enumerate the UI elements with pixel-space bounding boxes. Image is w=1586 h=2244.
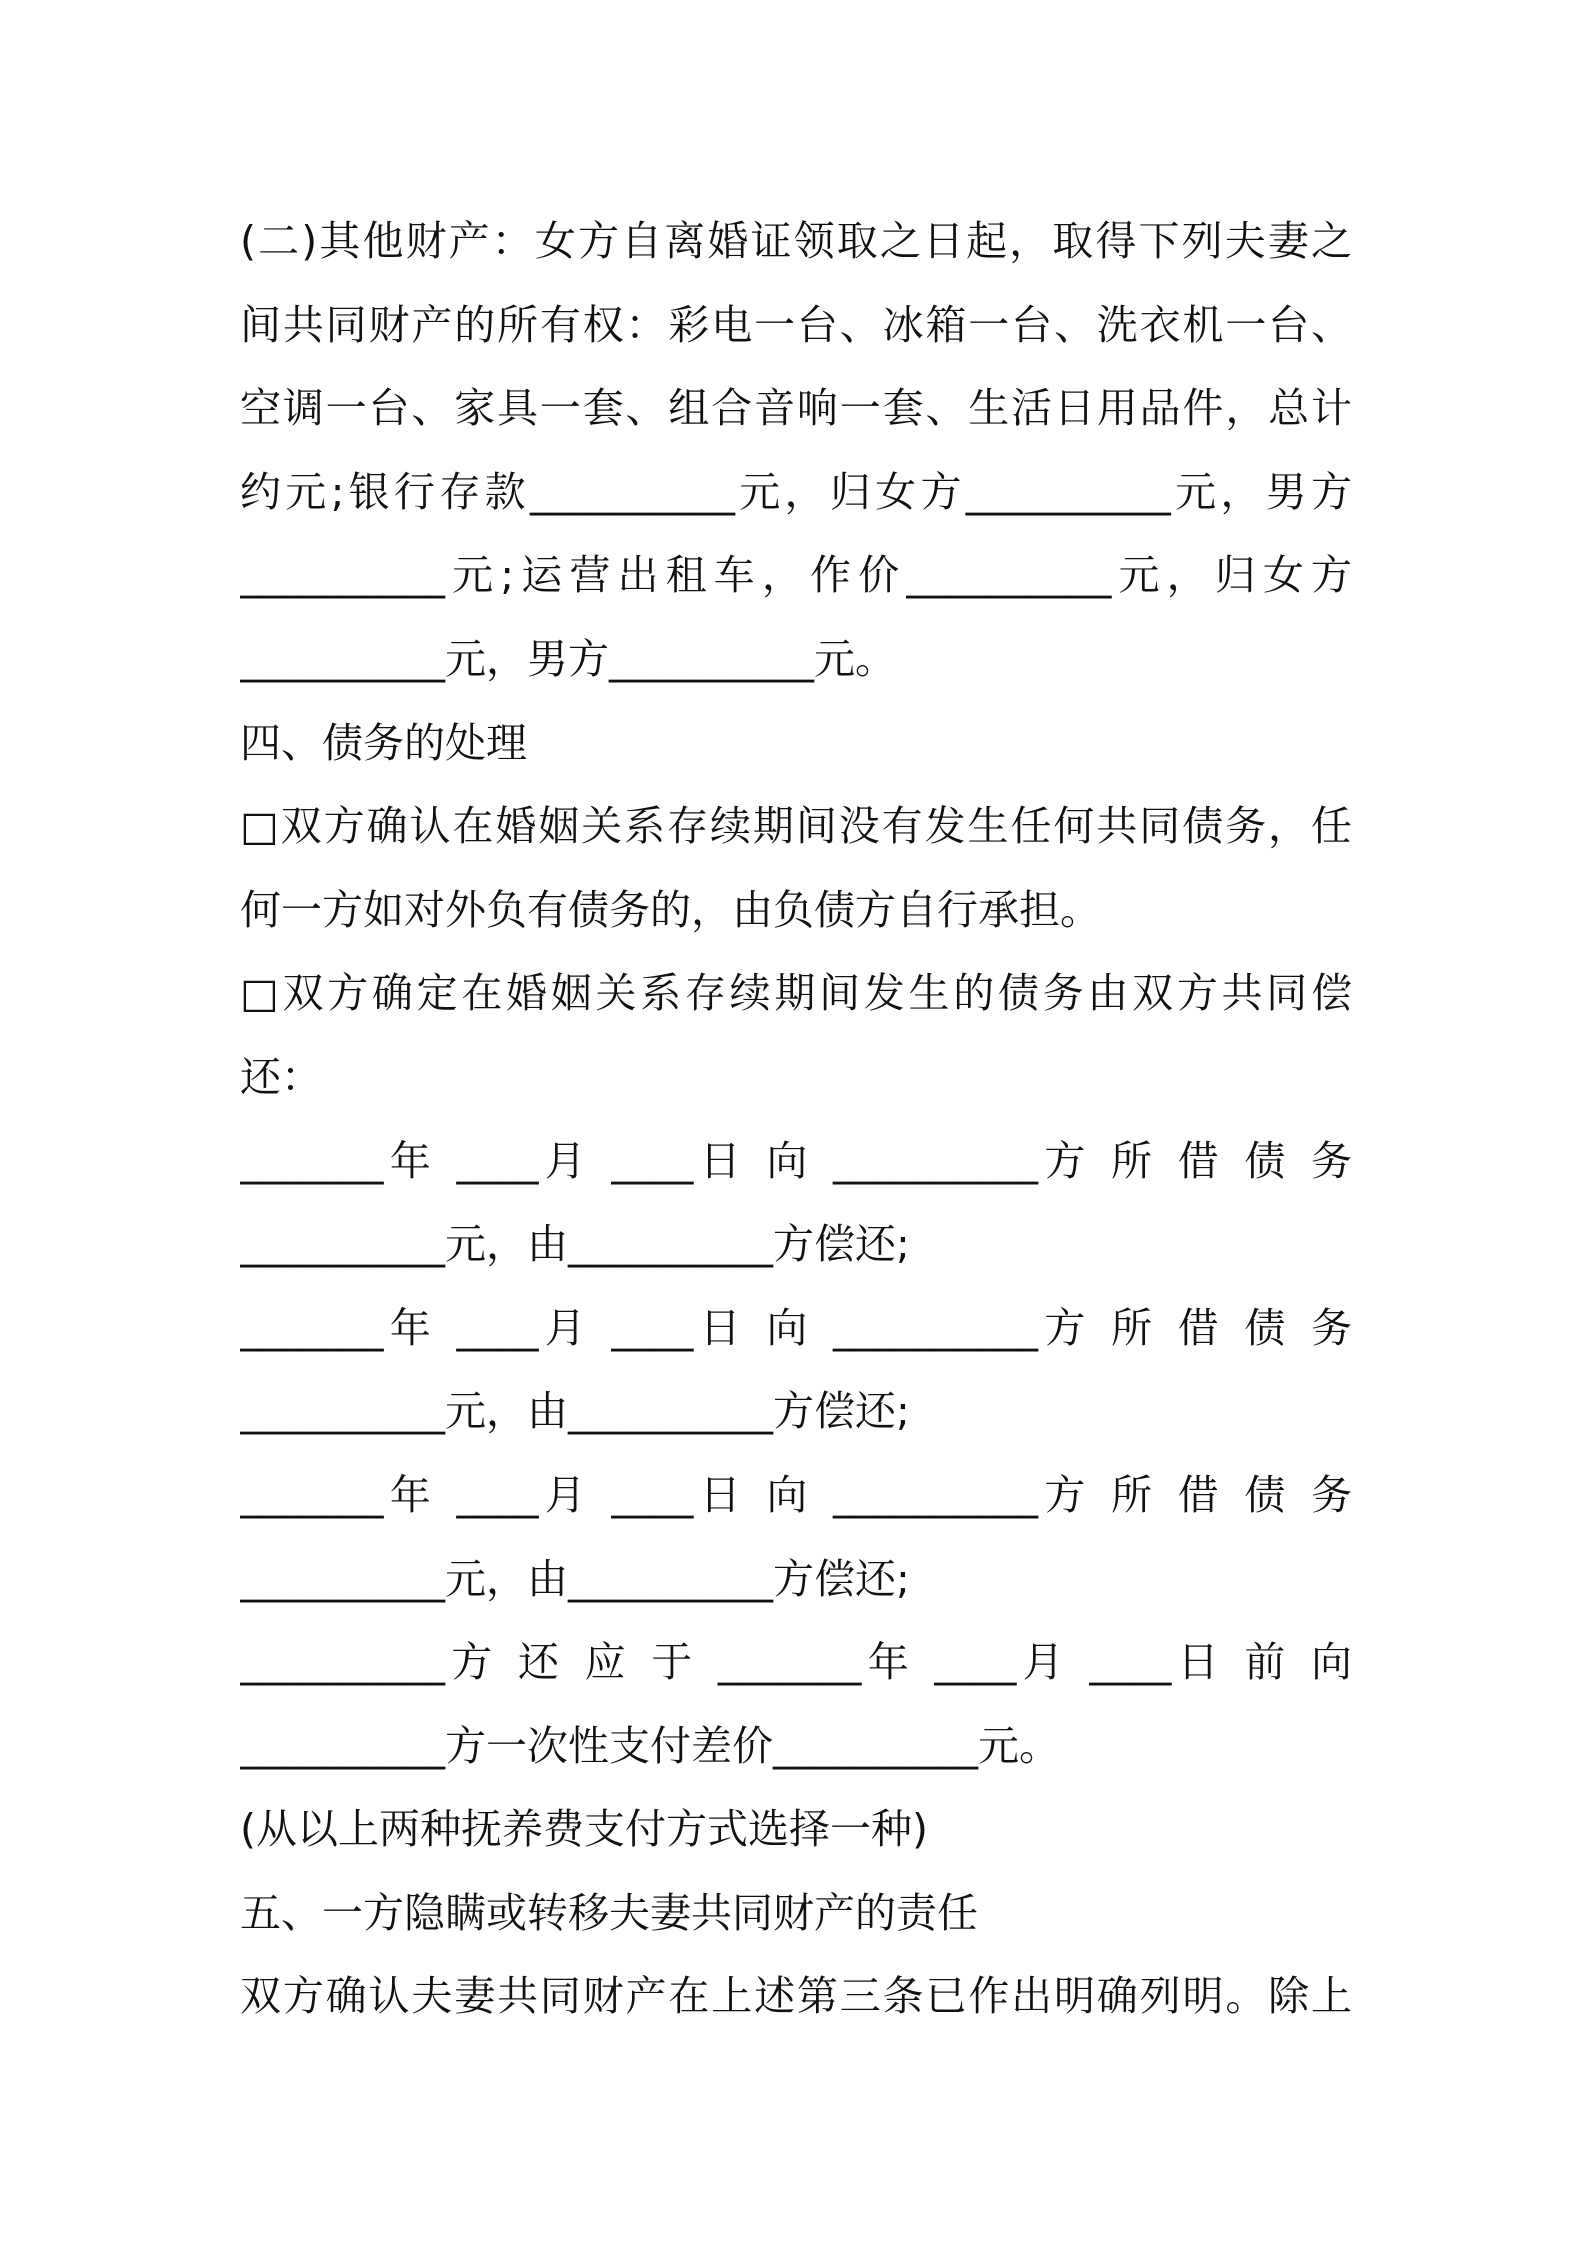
debt-entry-line: __________元，由__________方偿还; bbox=[240, 1554, 910, 1603]
section-heading: 四、债务的处理 bbox=[240, 718, 527, 767]
paragraph-line: 空调一台、家具一套、组合音响一套、生活日用品件，总计 bbox=[240, 384, 1352, 433]
paragraph-line: (从以上两种抚养费支付方式选择一种) bbox=[240, 1805, 928, 1854]
paragraph-line: __________元;运营出租车，作价__________元，归女方 bbox=[240, 551, 1352, 600]
paragraph-line: 还： bbox=[240, 1052, 322, 1101]
paragraph-line: (二)其他财产：女方自离婚证领取之日起，取得下列夫妻之 bbox=[240, 217, 1352, 265]
document-page bbox=[240, 200, 1352, 2039]
payment-line: __________方一次性支付差价__________元。 bbox=[240, 1721, 1060, 1770]
paragraph-line: □双方确定在婚姻关系存续期间发生的债务由双方共同偿 bbox=[240, 969, 1352, 1018]
payment-line: __________方 还 应 于 _______年 ____月 ____日 前 向 bbox=[240, 1638, 1352, 1687]
paragraph-line: 何一方如对外负有债务的，由负债方自行承担。 bbox=[240, 885, 1101, 934]
paragraph-line: 双方确认夫妻共同财产在上述第三条已作出明确列明。除上 bbox=[240, 1972, 1352, 2021]
debt-entry-line: _______年 ____月 ____日 向 __________方 所 借 债 务 bbox=[240, 1470, 1352, 1519]
paragraph-line: __________元，男方__________元。 bbox=[240, 634, 896, 683]
debt-entry-line: __________元，由__________方偿还; bbox=[240, 1387, 910, 1436]
paragraph-line: □双方确认在婚姻关系存续期间没有发生任何共同债务，任 bbox=[240, 802, 1352, 851]
section-heading: 五、一方隐瞒或转移夫妻共同财产的责任 bbox=[240, 1888, 978, 1937]
paragraph-line: 约元;银行存款__________元，归女方__________元，男方 bbox=[240, 467, 1352, 516]
debt-entry-line: __________元，由__________方偿还; bbox=[240, 1220, 910, 1269]
debt-entry-line: _______年 ____月 ____日 向 __________方 所 借 债 务 bbox=[240, 1303, 1352, 1352]
debt-entry-line: _______年 ____月 ____日 向 __________方 所 借 债 务 bbox=[240, 1136, 1352, 1185]
paragraph-line: 间共同财产的所有权：彩电一台、冰箱一台、洗衣机一台、 bbox=[240, 300, 1352, 349]
